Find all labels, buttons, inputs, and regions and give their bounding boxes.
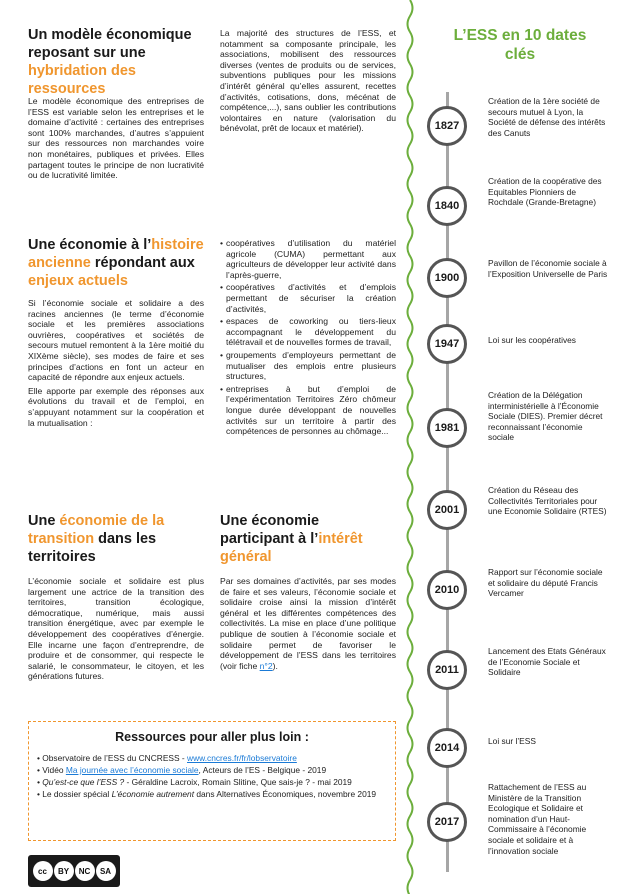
list-item: • groupements d’employeurs permettant de mutualiser des emplois entre plusieurs structures, xyxy=(220,350,396,382)
timeline-event: Loi sur l’ESS xyxy=(488,736,536,746)
list-item: • Qu’est-ce que l’ESS ? - Géraldine Lacroix, Romain Slitine, Que sais-je ? - mai 2019 xyxy=(37,777,352,787)
timeline-year-1840: 1840 xyxy=(427,186,467,226)
list-item: • Observatoire de l’ESS du CNCRESS - www.cncres.fr/fr/lobservatoire xyxy=(37,753,297,763)
timeline-year-1947: 1947 xyxy=(427,324,467,364)
resources-title: Ressources pour aller plus loin : xyxy=(115,730,309,744)
timeline-event: Création du Réseau des Collectivités Territoriales pour une Economie Solidaire (RTES) xyxy=(488,485,607,517)
section-body-hybridation: Le modèle économique des entreprises de l’ESS est variable selon les entreprises et le domaine d’activité : certaines des entreprises sont 100% marchandes, d’autres s’appuient sur des ressources non marchandes voire non monétaires, publiques et privées. Elles partagent toutes le principe de non lucrativité ou de lucrativité limitée. xyxy=(28,96,204,181)
timeline-event: Rapport sur l’économie sociale et solidaire du député Francis Vercamer xyxy=(488,567,603,599)
sa-icon: SA xyxy=(96,861,116,881)
timeline-year-2011: 2011 xyxy=(427,650,467,690)
section-title-hybridation: Un modèle économique reposant sur une hybridation des ressources xyxy=(28,27,192,97)
timeline-event: Création de la 1ère société de secours mutuel à Lyon, la Société de défense des intérêts des Canuts xyxy=(488,96,606,138)
cc-license-badge xyxy=(28,855,120,887)
list-item: • coopératives d’utilisation du matériel agricole (CUMA) permettant aux agriculteurs de développer leur activité dans l’après-guerre, xyxy=(220,238,396,280)
timeline-event: Rattachement de l’ESS au Ministère de la Transition Ecologique et Solidaire et nomination d’un Haut-Commissaire à l’économie sociale et solidaire et à l’innovation sociale xyxy=(488,782,587,856)
nc-icon: NC xyxy=(75,861,95,881)
timeline-event: Création de la coopérative des Equitables Pionniers de Rochdale (Grande-Bretagne) xyxy=(488,176,602,208)
timeline-year-1827: 1827 xyxy=(427,106,467,146)
timeline-year-2010: 2010 xyxy=(427,570,467,610)
timeline-event: Création de la Délégation interministérielle à l’Économie Sociale (DIES). Premier décret reconnaissant l’économie sociale xyxy=(488,390,603,443)
wavy-divider xyxy=(403,0,417,894)
by-icon: BY xyxy=(54,861,74,881)
timeline-year-2001: 2001 xyxy=(427,490,467,530)
list-item: • coopératives d’activités et d’emplois permettant de sécuriser la création d’activités, xyxy=(220,282,396,314)
resources-box xyxy=(28,721,396,841)
timeline-year-1900: 1900 xyxy=(427,258,467,298)
timeline-event: Loi sur les coopératives xyxy=(488,335,576,345)
cc-icon: cc xyxy=(33,861,53,881)
list-item: • espaces de coworking ou tiers-lieux accompagnant le développement du télétravail et de nouvelles formes de travail, xyxy=(220,316,396,348)
observatoire-link[interactable]: www.cncres.fr/fr/lobservatoire xyxy=(187,753,297,763)
timeline-year-1981: 1981 xyxy=(427,408,467,448)
timeline-year-2017: 2017 xyxy=(427,802,467,842)
fiche-link[interactable]: n°2 xyxy=(259,660,273,671)
timeline-event: Lancement des Etats Généraux de l’Economie Sociale et Solidaire xyxy=(488,646,606,678)
section-title-interet-general: Une économie participant à l’intérêt général xyxy=(220,513,363,565)
section-body-interet-general: Par ses domaines d’activités, par ses modes de faire et ses valeurs, l’économie sociale et solidaire croise ainsi la mission d’intérêt général et les différentes compétences des collectivités. La mise en place d’une politique publique de soutien à l’économie sociale et solidaire permet de favoriser le développement de l’ESS dans les territoires (voir fiche n°2). xyxy=(220,576,396,671)
timeline-title: L’ESS en 10 dates clés xyxy=(453,27,587,63)
section-title-transition: Une économie de la transition dans les territoires xyxy=(28,513,165,565)
video-link[interactable]: Ma journée avec l’économie sociale xyxy=(65,765,199,775)
timeline-event: Pavillon de l’économie sociale à l’Exposition Universelle de Paris xyxy=(488,258,608,279)
section-body-ressources: La majorité des structures de l’ESS, et notamment sa composante principale, les associations, mobilisent des ressources diverses (ventes de produits ou de services, subventions publiques pour les missions d’intérêt général qu’elles assurent, recettes d’activités, cotisations, dons, mécénat de compétence,...), sans oublier les contributions volontaires en nature (valorisation du bénévolat, prêt de locaux et matériel). xyxy=(220,28,396,134)
list-item: • Vidéo Ma journée avec l’économie sociale, Acteurs de l’ES - Belgique - 2019 xyxy=(37,765,327,775)
section-body-histoire: Si l’économie sociale et solidaire a des racines anciennes (le terme d’économie sociale et les premières associations ouvrières, coopératives et sociétés de secours mutuel remontent à la 1ère moitié du XIXème siècle), ses modes de faire et ses principes d’actions en font un acteur en capacité de répondre aux enjeux actuels. Elle apporte par exemple des réponses aux évolutions du travail et de l’emploi, en s’appuyant notamment sur la coopération et la mutualisation : xyxy=(28,298,204,428)
list-item: • Le dossier spécial L’économie autrement dans Alternatives Économiques, novembre 2019 xyxy=(37,789,377,799)
timeline-year-2014: 2014 xyxy=(427,728,467,768)
section-body-transition: L’économie sociale et solidaire est plus largement une actrice de la transition des territoires, transition écologique, démocratique, numérique, mais aussi transition énergétique, avec par exemple le développement des coopératives d’énergie. Elle incarne une façon d’entreprendre, de produire et de consommer, qui respecte le salarié, le consommateur, le citoyen, et les générations futures. xyxy=(28,576,204,682)
list-item: • entreprises à but d’emploi de l’expérimentation Territoires Zéro chômeur longue durée développant de nouvelles activités sur un territoire à partir des compétences de personnes au chômage... xyxy=(220,384,396,437)
cooperation-bullet-list xyxy=(220,238,396,439)
section-title-histoire: Une économie à l’histoire ancienne répondant aux enjeux actuels xyxy=(28,237,204,289)
